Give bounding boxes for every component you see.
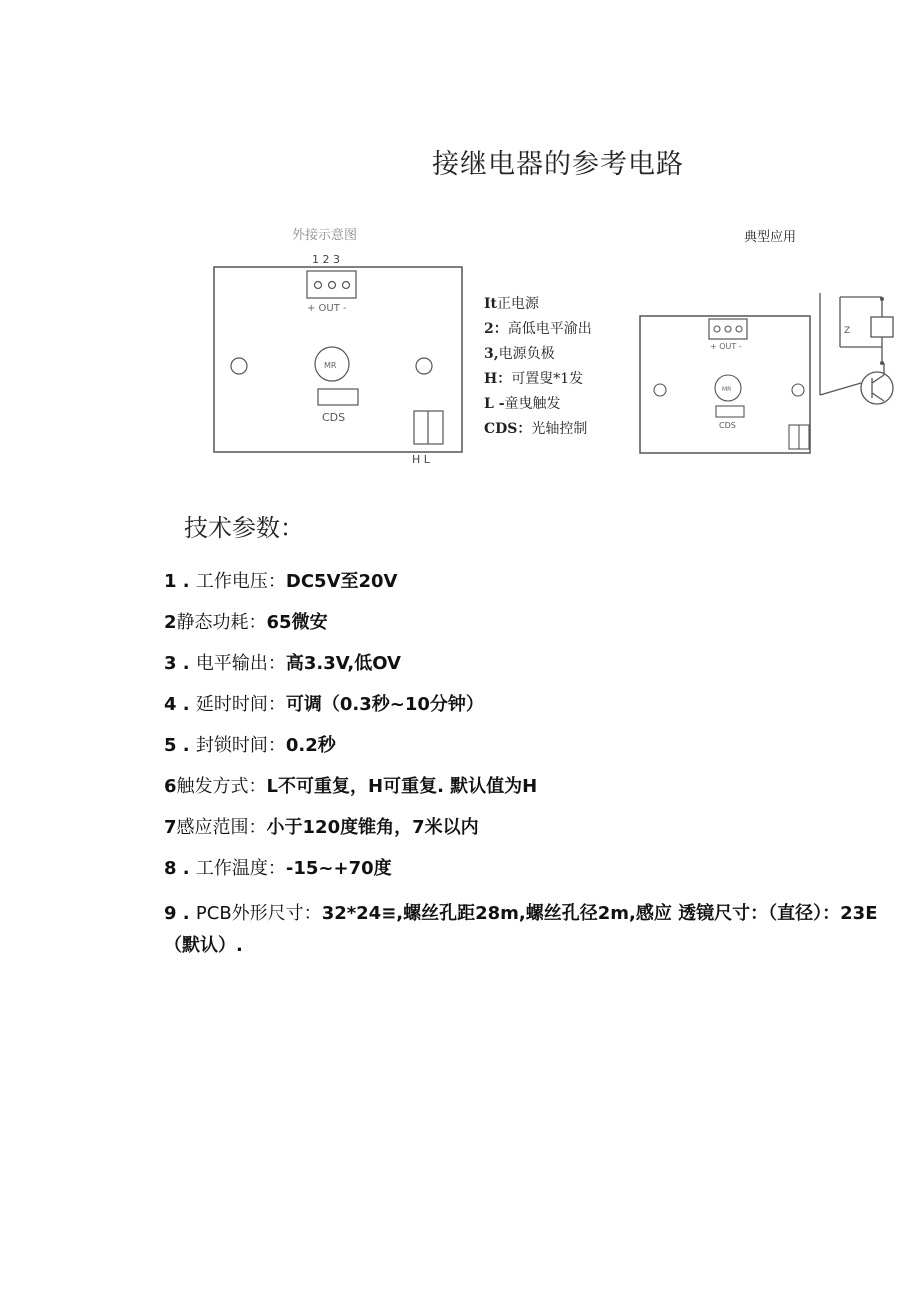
mr-label: MR bbox=[324, 361, 337, 370]
pin-numbers: 1 2 3 bbox=[312, 253, 340, 266]
legend-item: 2：高低电平渝出 bbox=[484, 321, 592, 337]
legend-item: 3,电源负极 bbox=[484, 346, 555, 362]
out-label: + OUT - bbox=[710, 342, 742, 351]
cds-pad bbox=[716, 406, 744, 417]
specs-heading: 技术参数： bbox=[184, 514, 304, 542]
circuit-wire bbox=[820, 383, 861, 395]
legend-item: L -童曳触发 bbox=[484, 396, 561, 412]
transistor-collector bbox=[872, 375, 884, 383]
legend-item: It正电源 bbox=[484, 296, 540, 312]
mount-hole-left bbox=[231, 358, 247, 374]
pin-3 bbox=[736, 326, 742, 332]
pin-3 bbox=[343, 282, 350, 289]
typical-application-caption: 典型应用 bbox=[744, 230, 797, 245]
spec-item: 2静态功耗：65微安 bbox=[164, 612, 328, 633]
diagram-caption: 外接示意图 bbox=[292, 228, 358, 243]
legend-item: H：可置叟*1发 bbox=[484, 371, 584, 387]
mount-hole-right bbox=[416, 358, 432, 374]
mr-label: MR bbox=[722, 386, 732, 393]
cds-label: CDS bbox=[719, 421, 736, 430]
spec-item: 1 . 工作电压：DC5V至20V bbox=[164, 571, 398, 592]
pin-1 bbox=[315, 282, 322, 289]
legend-item: CDS：光轴控制 bbox=[484, 421, 588, 437]
relay-coil bbox=[871, 317, 893, 337]
spec-item: 6触发方式：L不可重复，H可重复. 默认值为H bbox=[164, 776, 538, 797]
mount-hole-right bbox=[792, 384, 804, 396]
hl-label: H L bbox=[412, 453, 430, 466]
page-title: 接继电器的参考电路 bbox=[432, 149, 684, 180]
mount-hole-left bbox=[654, 384, 666, 396]
spec-item: 8 . 工作温度：-15~+70度 bbox=[164, 858, 392, 879]
circuit-node bbox=[880, 297, 884, 301]
pin-legend bbox=[484, 292, 592, 442]
pin-1 bbox=[714, 326, 720, 332]
spec-item: 3 . 电平输出：高3.3V,低OV bbox=[164, 653, 401, 674]
pin-2 bbox=[329, 282, 336, 289]
external-wiring-diagram bbox=[200, 215, 470, 475]
spec-item: 5 . 封锁时间：0.2秒 bbox=[164, 735, 336, 756]
relay-label: Z bbox=[844, 326, 851, 336]
pin-2 bbox=[725, 326, 731, 332]
transistor-symbol bbox=[861, 372, 893, 404]
specs-list bbox=[164, 570, 884, 962]
pcb-board-outline bbox=[640, 316, 810, 453]
cds-label: CDS bbox=[322, 411, 346, 424]
out-label: + OUT - bbox=[307, 303, 347, 314]
cds-pad bbox=[318, 389, 358, 405]
typical-application-diagram bbox=[630, 285, 905, 465]
spec-item: 7感应范围：小于120度锥角，7米以内 bbox=[164, 817, 479, 838]
spec-item: 4 . 延时时间：可调（0.3秒~10分钟） bbox=[164, 694, 484, 715]
pcb-board-outline bbox=[214, 267, 462, 452]
transistor-emitter bbox=[872, 393, 884, 401]
connector-block bbox=[709, 319, 747, 339]
spec-item: 9 . PCB外形尺寸：32*24≡,螺丝孔距28m,螺丝孔径2m,感应 透镜尺寸：（直径）：23E（默认）. bbox=[164, 903, 878, 956]
